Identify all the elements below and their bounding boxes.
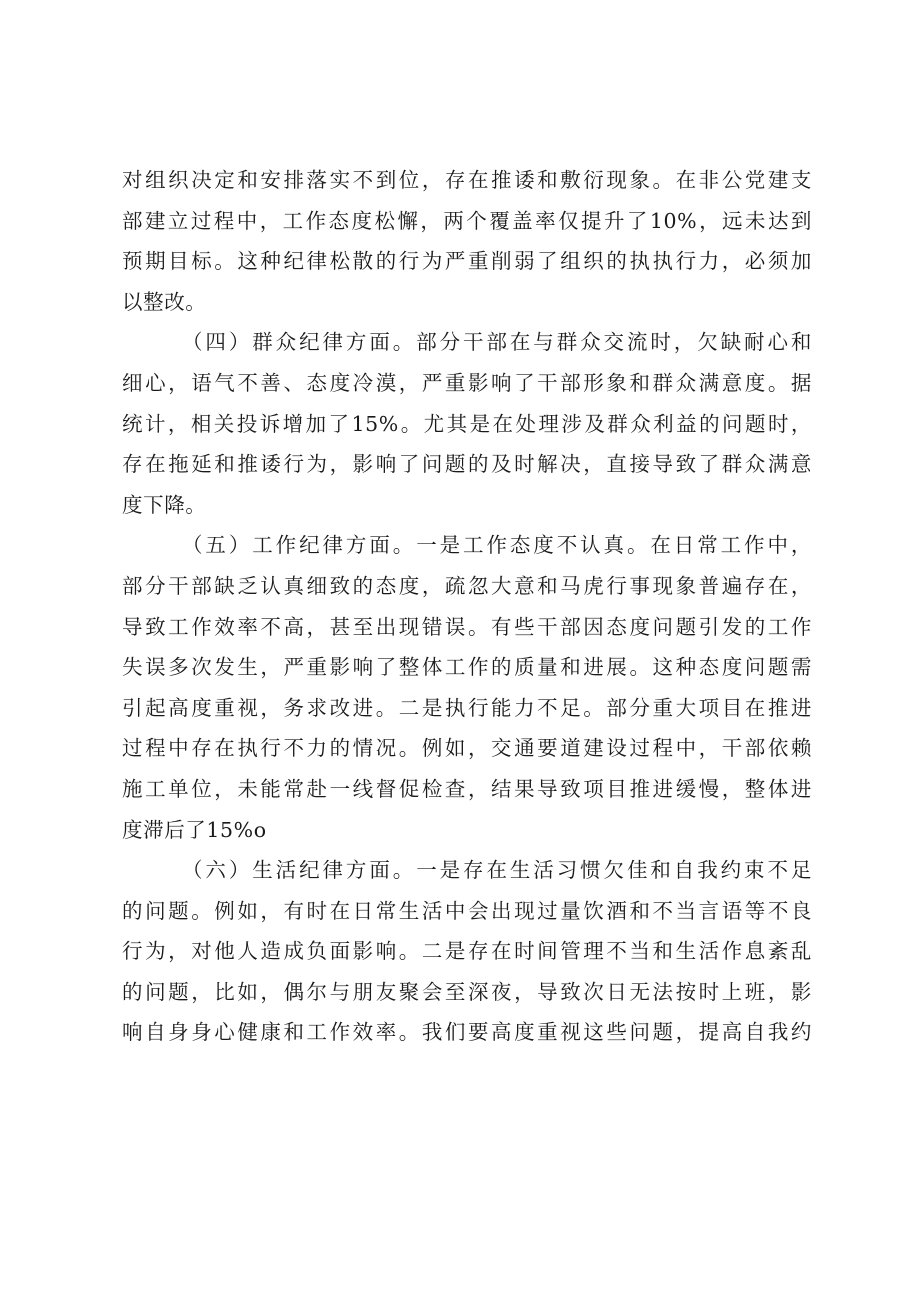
text-line: 预期目标。这种纪律松散的行为严重削弱了组织的执执行力，必须加 bbox=[122, 249, 812, 274]
text-line: 失误多次发生，严重影响了整体工作的质量和进展。这种态度问题需 bbox=[122, 655, 812, 680]
text-line: 施工单位，未能常赴一线督促检查，结果导致项目推进缓慢，整体进 bbox=[122, 776, 812, 801]
text-line: 对组织决定和安排落实不到位，存在推诿和敷衍现象。在非公党建支 bbox=[122, 168, 812, 192]
document-body bbox=[122, 160, 812, 1053]
paragraph-life-discipline bbox=[122, 850, 812, 1053]
text-line: 存在拖延和推诿行为，影响了问题的及时解决，直接导致了群众满意 bbox=[122, 452, 812, 477]
text-line: 部分干部缺乏认真细致的态度，疏忽大意和马虎行事现象普遍存在， bbox=[122, 573, 812, 598]
paragraph-mass-discipline bbox=[122, 322, 812, 525]
text-line: 度下降。 bbox=[122, 492, 207, 517]
text-line: 行为，对他人造成负面影响。二是存在时间管理不当和生活作息紊乱 bbox=[122, 939, 812, 964]
text-line: 度滞后了15%o bbox=[122, 817, 267, 842]
text-line: （五）工作纪律方面。一是工作态度不认真。在日常工作中， bbox=[182, 533, 812, 558]
text-line: （四）群众纪律方面。部分干部在与群众交流时，欠缺耐心和 bbox=[182, 330, 812, 355]
text-line: 细心，语气不善、态度冷漠，严重影响了干部形象和群众满意度。据 bbox=[122, 370, 812, 395]
text-line: 导致工作效率不高，甚至出现错误。有些干部因态度问题引发的工作 bbox=[122, 614, 812, 639]
text-line: 响自身身心健康和工作效率。我们要高度重视这些问题，提高自我约 bbox=[122, 1020, 812, 1045]
text-line: 统计，相关投诉增加了15%。尤其是在处理涉及群众利益的问题时， bbox=[122, 411, 812, 436]
text-line: 引起高度重视，务求改进。二是执行能力不足。部分重大项目在推进 bbox=[122, 695, 812, 720]
paragraph-organization-discipline bbox=[122, 160, 812, 322]
text-line: 的问题，比如，偶尔与朋友聚会至深夜，导致次日无法按时上班，影 bbox=[122, 979, 812, 1004]
text-line: 以整改。 bbox=[122, 289, 207, 314]
text-line: 的问题。例如，有时在日常生活中会出现过量饮酒和不当言语等不良 bbox=[122, 898, 812, 923]
paragraph-work-discipline bbox=[122, 525, 812, 850]
text-line: （六）生活纪律方面。一是存在生活习惯欠佳和自我约束不足 bbox=[182, 858, 812, 883]
text-line: 部建立过程中，工作态度松懈，两个覆盖率仅提升了10%，远未达到 bbox=[122, 208, 812, 233]
text-line: 过程中存在执行不力的情况。例如，交通要道建设过程中，干部依赖 bbox=[122, 736, 812, 761]
